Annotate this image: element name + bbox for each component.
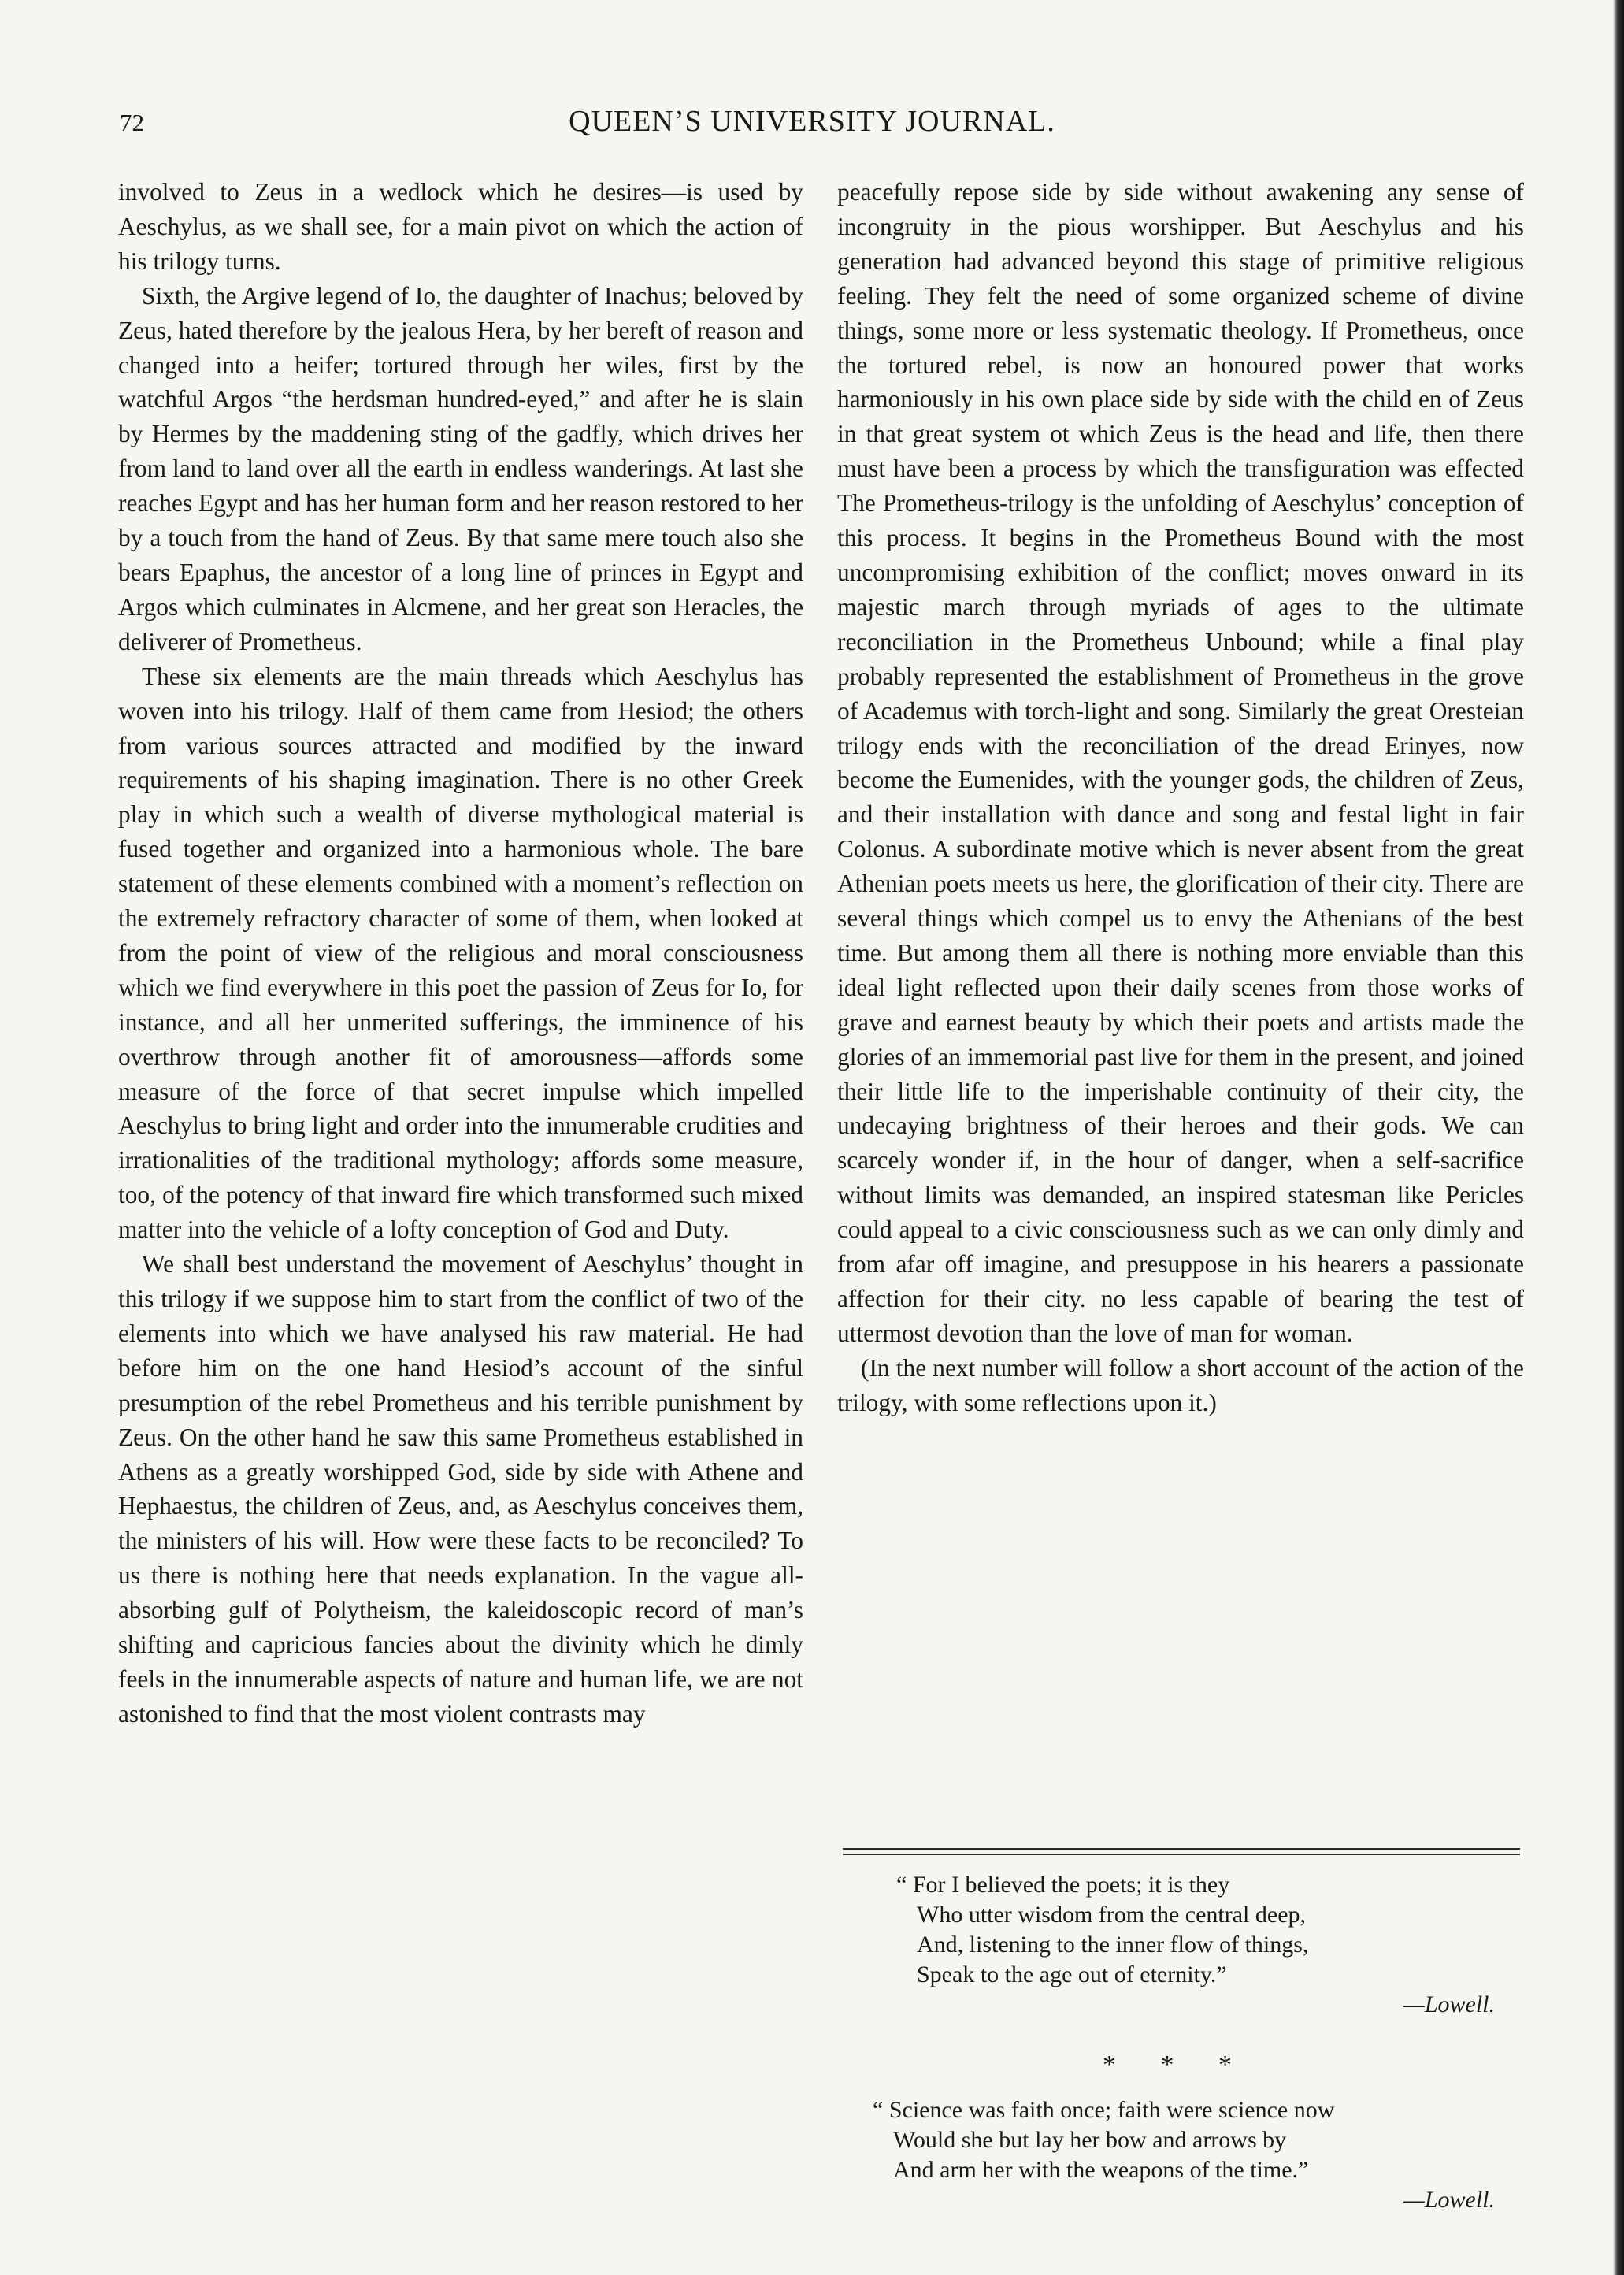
poem-line: And arm her with the weapons of the time.” [893,2157,1309,2183]
poem-line: “ Science was faith once; faith were science now [873,2097,1335,2123]
poem-line: Speak to the age out of eternity.” [917,1961,1227,1987]
right-column [837,175,1524,1420]
paragraph: We shall best understand the movement of Aeschylus’ thought in this trilogy if we suppose him to start from the conflict of two of the elements into which we have analysed his raw material. He had before him on the one hand Hesiod’s account of the sinful presumption of the rebel Prometheus and his terrible punishment by Zeus. On the other hand he saw this same Prometheus established in Athens as a greatly worshipped God, side by side with Athene and Hephaestus, the children of Zeus, and, as Aeschylus conceives them, the ministers of his will. How were these facts to be reconciled? To us there is nothing here that needs explanation. In the vague all-absorbing gulf of Polytheism, the kaleidoscopic record of man’s shifting and capricious fancies about the divinity which he dimly feels in the innumerable aspects of nature and human life, we are not astonished to find that the most violent contrasts may [118,1250,803,1728]
poem-line: Would she but lay her bow and arrows by [893,2127,1287,2153]
paragraph: Sixth, the Argive legend of Io, the daughter of Inachus; beloved by Zeus, hated therefore by the jealous Hera, by her bereft of reason and changed into a heifer; tortured through her wiles, first by the watchful Argos “the herdsman hundred-eyed,” and after he is slain by Hermes by the maddening sting of the gadfly, which drives her from land to land over all the earth in endless wanderings. At last she reaches Egypt and has her human form and her reason restored to her by a touch from the hand of Zeus. By that same mere touch also she bears Epaphus, the ancestor of a long line of princes in Egypt and Argos which culminates in Alcmene, and her great son Heracles, the deliverer of Prometheus. [118,281,803,655]
page-edge-shadow [1613,0,1624,2275]
poem-attribution: —Lowell. [1403,2187,1495,2213]
paragraph: (In the next number will follow a short account of the action of the trilogy, with some reflections upon it.) [837,1353,1524,1416]
double-rule-top [843,1848,1520,1850]
paragraph: involved to Zeus in a wedlock which he desires—is used by Aeschylus, as we shall see, for a main pivot on which the action of his trilogy turns. [118,178,803,275]
poem-quote-1 [896,1870,1495,2020]
double-rule-bottom [843,1854,1520,1855]
running-head: QUEEN’S UNIVERSITY JOURNAL. [569,105,1055,138]
poem-line: “ For I believed the poets; it is they [896,1872,1230,1898]
poem-attribution: —Lowell. [1403,1991,1495,2017]
poem-line: Who utter wisdom from the central deep, [917,1902,1307,1928]
paragraph: peacefully repose side by side without awakening any sense of incongruity in the pious worshipper. But Aeschylus and his generation had advanced beyond this stage of primitive religious feeling. They felt the need of some organized scheme of divine things, some more or less systematic theology. If Prometheus, once the tortured rebel, is now an honoured power that works harmoniously in his own place side by side with the child en of Zeus in that great system ot which Zeus is the head and life, then there must have been a process by which the transfiguration was effected The Prometheus-trilogy is the unfolding of Aeschylus’ conception of this process. It begins in the Prometheus Bound with the most uncompromising exhibition of the conflict; moves onward in its majestic march through myriads of ages to the ultimate reconciliation in the Prometheus Unbound; while a final play probably represented the establishment of Prometheus in the grove of Academus with torch-light and song. Similarly the great Oresteian trilogy ends with the reconciliation of the dread Erinyes, now become the Eumenides, with the younger gods, the children of Zeus, and their installation with dance and song and festal light in fair Colonus. A subordinate motive which is never absent from the great Athenian poets meets us here, the glorification of their city. There are several things which compel us to envy the Athenians of the best time. But among them all there is nothing more enviable than this ideal light reflected upon their daily scenes from those works of grave and earnest beauty by which their poets and artists made the glories of an immemorial past live for them in the present, and joined their little life to the imperishable continuity of their city, the undecaying brightness of their heroes and their gods. We can scarcely wonder if, in the hour of danger, when a self-sacrifice without limits was demanded, an inspired statesman like Pericles could appeal to a civic consciousness such as we can only dimly and from afar off imagine, and presuppose in his hearers a passionate affection for their city. no less capable of bearing the test of uttermost devotion than the love of man for woman. [837,178,1524,1347]
poem-line: And, listening to the inner flow of things, [917,1932,1309,1958]
asterism-separator: * * * [1103,2050,1251,2080]
left-column [118,175,803,1731]
paragraph: These six elements are the main threads which Aeschylus has woven into his trilogy. Half of them came from Hesiod; the others from various sources attracted and modified by the inward requirements of his shaping imagination. There is no other Greek play in which such a wealth of diverse mythological material is fused together and organized into a harmonious whole. The bare statement of these elements combined with a moment’s reflection on the extremely refractory character of some of them, when looked at from the point of view of the religious and moral consciousness which we find everywhere in this poet the passion of Zeus for Io, for instance, and all her unmerited sufferings, the imminence of his overthrow through another fit of amorousness—affords some measure of the force of that secret impulse which impelled Aeschylus to bring light and order into the innumerable crudities and irrationalities of the traditional mythology; affords some measure, too, of the potency of that inward fire which transformed such mixed matter into the vehicle of a lofty conception of God and Duty. [118,662,803,1244]
page-number: 72 [120,109,144,136]
poem-quote-2 [873,2095,1495,2215]
